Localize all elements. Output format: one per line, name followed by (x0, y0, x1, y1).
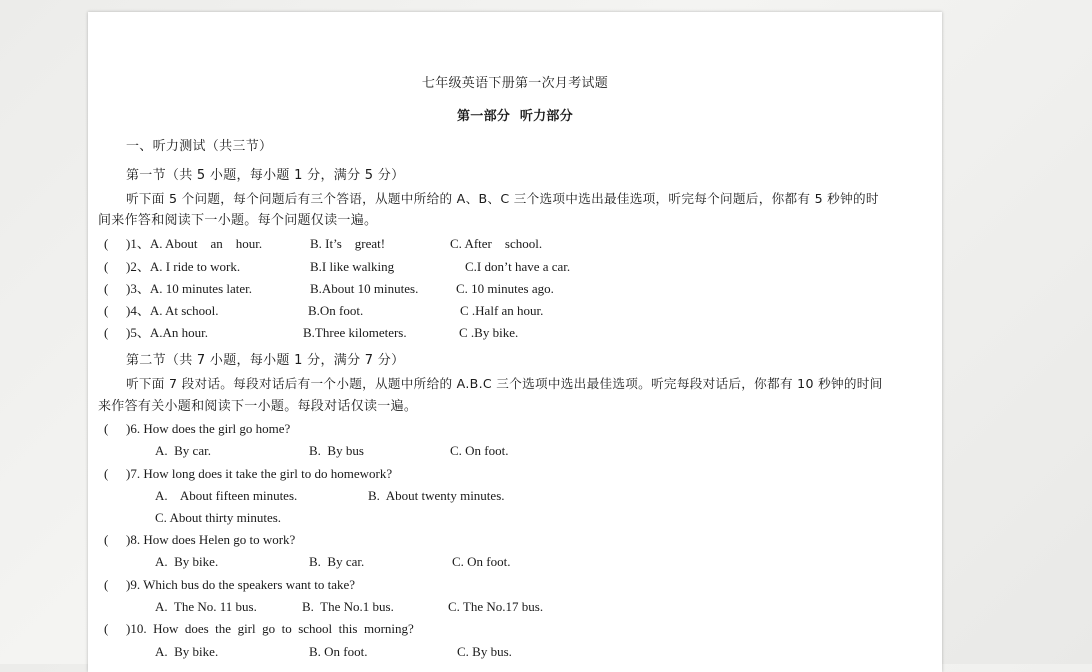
item-2-b: B.I like walking (310, 259, 395, 274)
q8-option-a: A. By bike. (155, 554, 219, 569)
item-1-b: B. It’s great! (310, 236, 386, 251)
q9-question: )9. Which bus do the speakers want to take? (126, 577, 355, 592)
item-1-a: )1、A. About an hour. (126, 236, 263, 251)
q6-question: )6. How does the girl go home? (126, 421, 291, 436)
item-2-a: )2、A. I ride to work. (126, 259, 241, 274)
item-5-c: C .By bike. (459, 325, 519, 340)
q7-option-b: B. About twenty minutes. (368, 488, 505, 503)
q7-question: )7. How long does it take the girl to do homework? (126, 466, 393, 481)
item-1-c: C. After school. (450, 236, 543, 251)
s2-heading: 第二节（共 7 小题，每小题 1 分，满分 7 分） (126, 353, 405, 368)
item-2-c: C.I don’t have a car. (465, 259, 571, 274)
answer-paren: ( (104, 236, 109, 251)
answer-paren: ( (104, 532, 109, 547)
item-3-c: C. 10 minutes ago. (456, 281, 554, 296)
part-title: 第一部分 听力部分 (456, 109, 574, 124)
answer-paren: ( (104, 466, 109, 481)
q6-option-a: A. By car. (155, 443, 211, 458)
item-4-a: )4、A. At school. (126, 303, 219, 318)
q7-option-c: C. About thirty minutes. (155, 510, 282, 525)
q9-option-c: C. The No.17 bus. (448, 599, 544, 614)
q10-option-a: A. By bike. (155, 644, 219, 659)
s2-instruction-line-1: 听下面 7 段对话。每段对话后有一个小题，从题中所给的 A.B.C 三个选项中选出最佳选项。听完每段对话后，你都有 10 秒钟的时间 (126, 376, 883, 391)
s2-instruction-line-2: 来作答有关小题和阅读下一小题。每段对话仅读一遍。 (98, 399, 418, 414)
item-5-a: )5、A.An hour. (126, 325, 208, 340)
answer-paren: ( (104, 303, 109, 318)
q10-question: )10. How does the girl go to school this morning? (126, 621, 414, 636)
answer-paren: ( (104, 325, 109, 340)
q8-option-b: B. By car. (309, 554, 365, 569)
document-page (88, 12, 942, 672)
q8-question: )8. How does Helen go to work? (126, 532, 296, 547)
item-5-b: B.Three kilometers. (303, 325, 407, 340)
answer-paren: ( (104, 281, 109, 296)
answer-paren: ( (104, 577, 109, 592)
answer-paren: ( (104, 259, 109, 274)
q9-option-b: B. The No.1 bus. (302, 599, 394, 614)
s1-instruction-line-2: 间来作答和阅读下一小题。每个问题仅读一遍。 (98, 213, 378, 228)
answer-paren: ( (104, 421, 109, 436)
q6-option-b: B. By bus (309, 443, 364, 458)
q10-option-b: B. On foot. (309, 644, 368, 659)
answer-paren: ( (104, 621, 109, 636)
section-heading: 一、听力测试（共三节） (126, 139, 273, 154)
s1-heading: 第一节（共 5 小题，每小题 1 分，满分 5 分） (126, 168, 405, 183)
q7-option-a: A. About fifteen minutes. (155, 488, 298, 503)
item-3-a: )3、A. 10 minutes later. (126, 281, 253, 296)
q6-option-c: C. On foot. (450, 443, 509, 458)
q10-option-c: C. By bus. (457, 644, 512, 659)
q9-option-a: A. The No. 11 bus. (155, 599, 257, 614)
item-4-b: B.On foot. (308, 303, 364, 318)
q8-option-c: C. On foot. (452, 554, 511, 569)
item-3-b: B.About 10 minutes. (310, 281, 419, 296)
item-4-c: C .Half an hour. (460, 303, 544, 318)
exam-title: 七年级英语下册第一次月考试题 (421, 76, 609, 91)
s1-instruction-line-1: 听下面 5 个问题，每个问题后有三个答语，从题中所给的 A、B、C 三个选项中选出最佳选项，听完每个问题后，你都有 5 秒钟的时 (126, 191, 879, 206)
